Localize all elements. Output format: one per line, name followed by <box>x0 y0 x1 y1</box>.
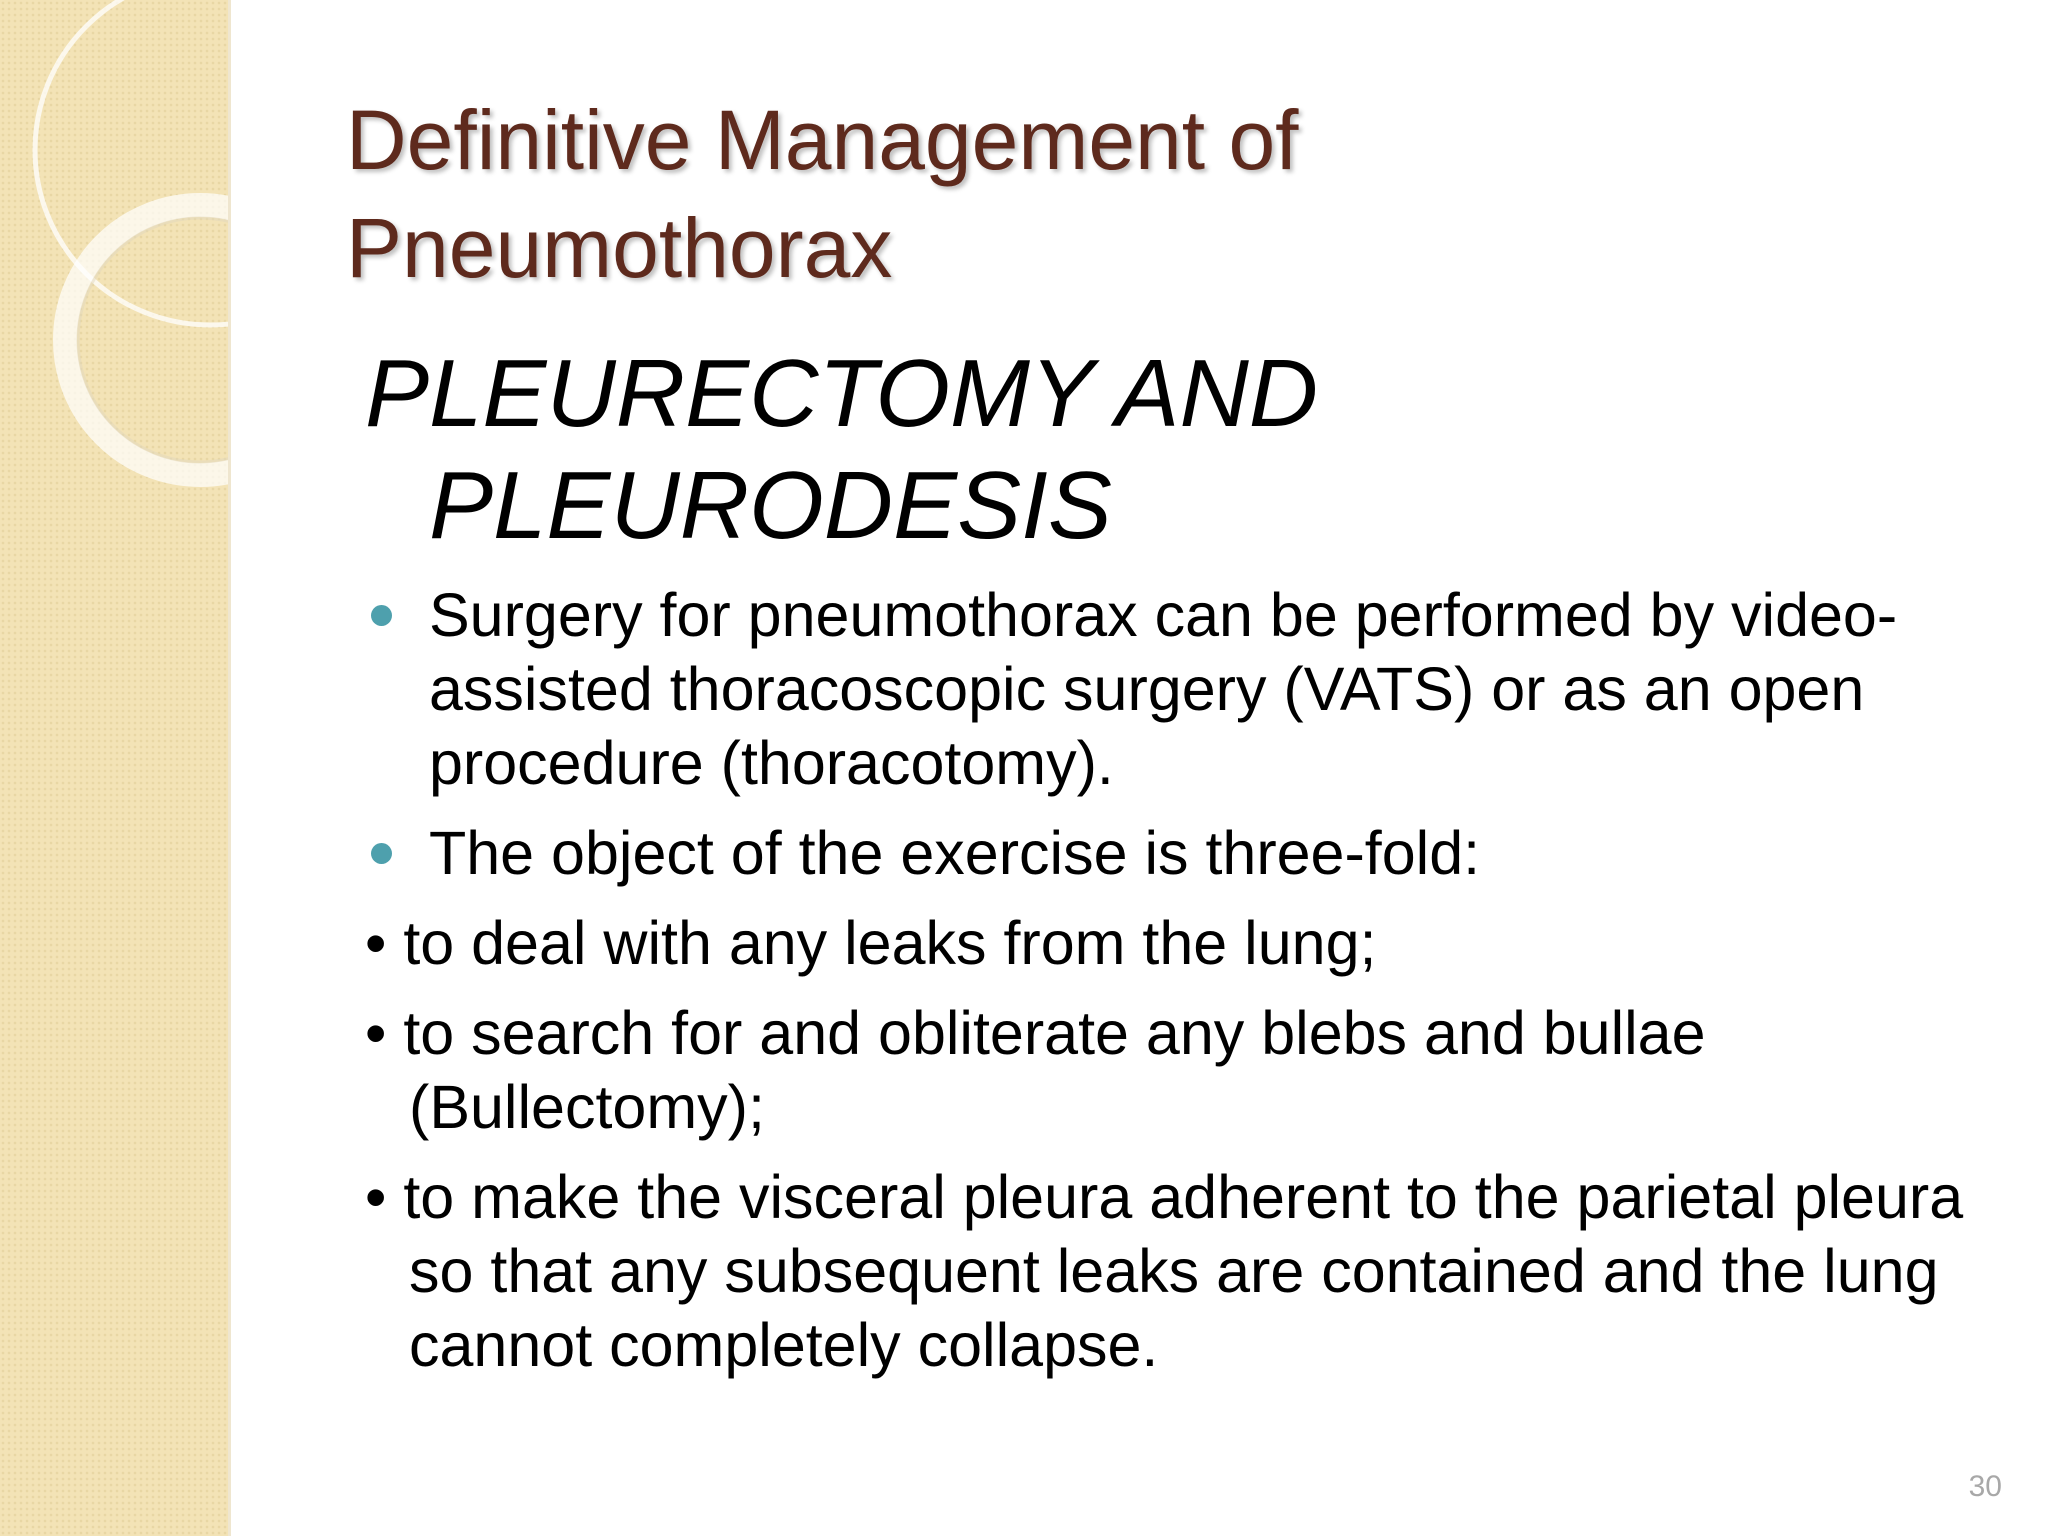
bullet-list <box>365 578 2005 1398</box>
slide-title <box>346 86 1846 302</box>
sub-list-item-line <box>321 996 2005 1144</box>
bullet-dot-icon <box>371 605 392 626</box>
page-number: 30 <box>1968 1470 2002 1503</box>
sub-bullet-marker: • <box>365 909 387 977</box>
list-item-text: The object of the exercise is three-fold: <box>429 819 1481 887</box>
decorative-sidebar <box>0 0 231 1536</box>
slide-content <box>228 0 2048 1536</box>
bullet-dot-icon <box>371 843 392 864</box>
sub-list-item-text: to deal with any leaks from the lung; <box>403 909 1377 977</box>
sub-list-item-text: to make the visceral pleura adherent to the parietal pleura so that any subsequent leaks are contained and the lung cannot completely collapse. <box>403 1163 1964 1379</box>
list-item <box>365 816 2005 890</box>
subheading-line-2: PLEURODESIS <box>429 452 1112 559</box>
subheading-line-1: PLEURECTOMY AND <box>365 340 1319 447</box>
sub-list-item <box>365 996 2005 1144</box>
title-line-2: Pneumothorax <box>346 201 893 295</box>
title-line-1: Definitive Management of <box>346 93 1299 187</box>
section-subheading <box>365 338 1629 562</box>
list-item <box>365 578 2005 800</box>
sub-list-item <box>365 906 2005 980</box>
list-item-text: Surgery for pneumothorax can be performed by video-assisted thoracoscopic surgery (VATS) or as an open procedure (thoracotomy). <box>429 581 1898 797</box>
sub-list-item-line <box>321 906 2005 980</box>
sidebar-circles-decoration <box>0 0 228 1536</box>
sub-bullet-marker: • <box>365 1163 387 1231</box>
sub-list-item-line <box>321 1160 2005 1382</box>
sub-list-item-text: to search for and obliterate any blebs and bullae (Bullectomy); <box>403 999 1706 1141</box>
sub-list-item <box>365 1160 2005 1382</box>
sub-bullet-marker: • <box>365 999 387 1067</box>
